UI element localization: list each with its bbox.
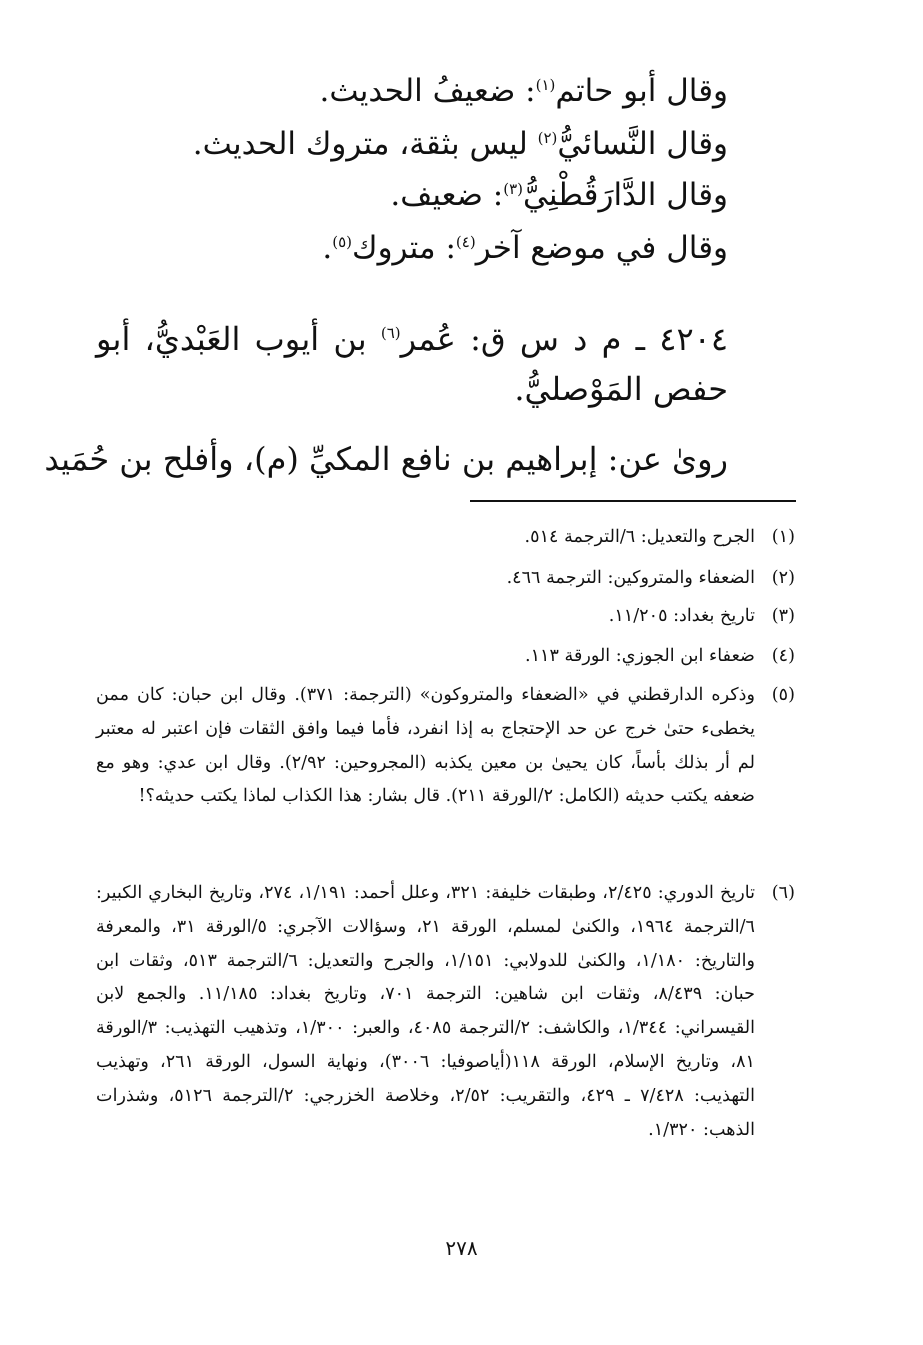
text-line: وقال في موضع آخر$^{(٤)}$: متروك$^{(٥)}$. <box>322 230 728 266</box>
footnote-text: ضعفاء ابن الجوزي: الورقة ١١٣. <box>524 646 755 666</box>
page-number: ٢٧٨ <box>445 1236 478 1260</box>
footnote-ref[interactable]: (٦) <box>380 324 401 342</box>
footnote-number: (٤) <box>771 646 795 666</box>
footnote-ref[interactable]: (٥) <box>332 233 353 251</box>
footnote-text: وذكره الدارقطني في «الضعفاء والمتروكون» (الترجمة: ٣٧١). وقال ابن حبان: كان ممن يخطىء حتىٰ خرج عن حد الإحتجاج به إذا انفرد، فأما فيما وافق الثقات فإن اعتبر له معتبر لم أر بذلك بأساً، كان يحيىٰ بن معين يكذبه (المجروحين: ٢/٩٢). وقال ابن عدي: وهو مع ضعفه يكتب حديثه (الكامل: ٢/الورقة ٢١١). قال بشار: هذا الكذاب لماذا يكتب حديثه؟! <box>96 685 755 807</box>
biography-entry-heading: ٤٢٠٤ ـ م د س ق: عُمر$^{(٦)}$ بن أيوب العَبْديُّ، أبو حفص المَوْصليُّ. <box>96 320 729 408</box>
footnote-text: تاريخ الدوري: ٢/٤٢٥، وطبقات خليفة: ٣٢١، وعلل أحمد: ١/١٩١، ٢٧٤، وتاريخ البخاري الكبير: ٦/الترجمة ١٩٦٤، والكنىٰ لمسلم، الورقة ٢١، وسؤالات الآجري: ٥/الورقة ٣١، والمعرفة والتاريخ: ١/١٨٠، والكنىٰ للدولابي: ١/١٥١، والجرح والتعديل: ٦/الترجمة ٥١٣، وثقات ابن حبان: ٨/٤٣٩، وثقات ابن شاهين: الترجمة ٧٠١، وتاريخ بغداد: ١١/١٨٥. والجمع لابن القيسراني: ١/٣٤٤، والكاشف: ٢/الترجمة ٤٠٨٥، والعبر: ١/٣٠٠، وتذهيب التهذيب: ٣/الورقة ٨١، وتاريخ الإسلام، الورقة ١١٨(أياصوفيا: ٣٠٠٦)، ونهاية السول، الورقة ٢٦١، وتهذيب التهذيب: ٧/٤٢٨ ـ ٤٢٩، والتقريب: ٢/٥٢، وخلاصة الخزرجي: ٢/الترجمة ٥١٢٦، وشذرات الذهب: ١/٣٢٠. <box>96 883 755 1140</box>
text-line: وقال النَّسائيُّ$^{(٢)}$ ليس بثقة، متروك الحديث. <box>192 126 728 162</box>
footnote-text: تاريخ بغداد: ١١/٢٠٥. <box>608 606 755 626</box>
footnote-ref[interactable]: (٢) <box>537 129 558 147</box>
footnote-ref[interactable]: (١) <box>535 76 556 94</box>
narration-line: روىٰ عن: إبراهيم بن نافع المكيِّ (م)، وأفلح بن حُمَيد <box>44 440 728 478</box>
text-line: وقال أبو حاتم$^{(١)}$: ضعيفُ الحديث. <box>319 73 728 109</box>
footnote-number: (٥) <box>771 685 795 705</box>
footnote-separator <box>470 500 796 502</box>
footnote-number: (٦) <box>771 883 795 903</box>
footnote-number: (٢) <box>771 568 795 588</box>
footnote-ref[interactable]: (٣) <box>503 180 524 198</box>
footnote-text: الضعفاء والمتروكين: الترجمة ٤٦٦. <box>506 568 755 588</box>
text-line: وقال الدَّارَقُطْنِيُّ$^{(٣)}$: ضعيف. <box>390 177 728 213</box>
footnote-text: الجرح والتعديل: ٦/الترجمة ٥١٤. <box>524 527 755 547</box>
footnote-ref[interactable]: (٤) <box>455 233 476 251</box>
footnote-number: (١) <box>771 527 795 547</box>
footnote-number: (٣) <box>771 606 795 626</box>
